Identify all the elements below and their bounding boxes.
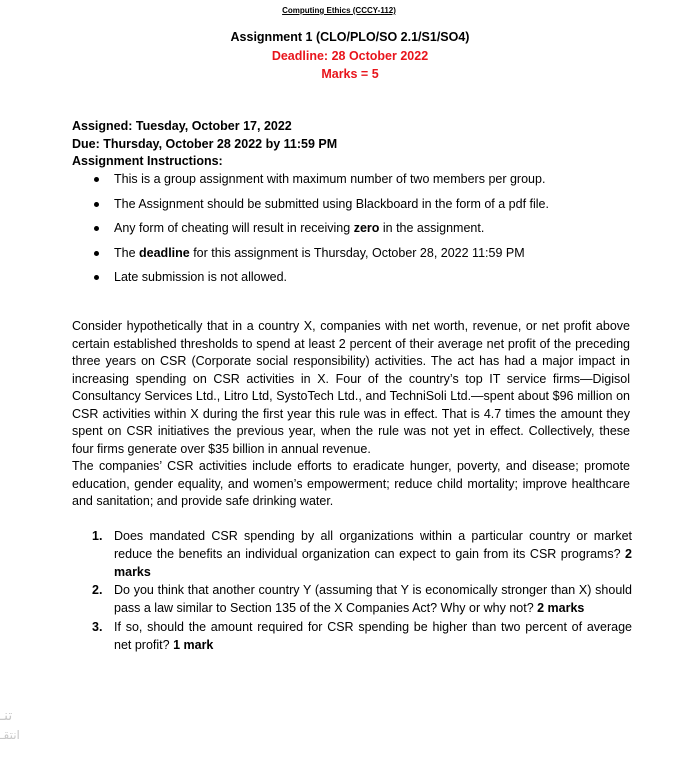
question-marks: 2 marks — [537, 601, 585, 616]
instruction-text: The Assignment should be submitted using Blackboard in the form of a pdf file. — [114, 196, 549, 211]
list-item — [92, 170, 549, 195]
question-text: Does mandated CSR spending by all organizations within a particular country or market reduce the benefits an individual organization can expect to gain from its CSR programs? — [114, 529, 632, 561]
list-item — [92, 244, 549, 269]
bullet-icon — [94, 275, 99, 280]
course-header: Computing Ethics (CCCY-112) — [282, 6, 396, 15]
instruction-text: The — [114, 245, 140, 260]
instruction-bold-text: deadline — [139, 245, 190, 260]
question-number: 1. — [92, 529, 103, 543]
question-marks: 1 mark — [173, 637, 214, 652]
list-item — [92, 268, 549, 293]
assigned-date: Assigned: Tuesday, October 17, 2022 — [72, 119, 292, 133]
question-number: 3. — [92, 619, 103, 634]
instruction-text: This is a group assignment with maximum number of two members per group. — [114, 172, 546, 186]
instructions-list — [92, 170, 549, 293]
bullet-icon — [94, 177, 99, 182]
bullet-icon — [94, 202, 99, 207]
question-text: If so, should the amount required for CSR spending be higher than two percent of average net profit? — [114, 619, 632, 652]
question-number: 2. — [92, 583, 103, 598]
instruction-text: for this assignment is Thursday, October 28, 2022 11:59 PM — [189, 245, 525, 260]
instruction-bold-text: zero — [353, 221, 380, 235]
instructions-heading: Assignment Instructions: — [72, 154, 223, 168]
bullet-icon — [94, 251, 99, 256]
scenario-paragraph-1: Consider hypothetically that in a country X, companies with net worth, revenue, or net profit above certain established thresholds to spend at least 2 percent of their average net profit of the preceding three years on CSR (Corporate social responsibility) activities. The act has had a major impact in increasing spending on CSR activities in X. Four of the country’s top IT service firms—Digisol Consultancy Services Ltd., Litro Ltd, SystoTech Ltd., and TechniSoli Ltd.—spent about $96 million on CSR activities within X during the first year this rule was in effect. That is 4.7 times the amount they spent on CSR initiatives the previous year, when the rule was not yet in effect. Collectively, these four firms generate over $35 billion in annual revenue. — [72, 319, 630, 456]
list-item — [92, 195, 549, 220]
marks-line: Marks = 5 — [321, 67, 379, 81]
questions-list — [92, 528, 632, 656]
bullet-icon — [94, 226, 99, 231]
due-date: Due: Thursday, October 28 2022 by 11:59 PM — [72, 137, 338, 151]
question-marks: 2 marks — [114, 546, 632, 579]
deadline-line: Deadline: 28 October 2022 — [271, 49, 429, 63]
question-item — [92, 582, 632, 618]
question-item — [92, 619, 632, 655]
instruction-text: Any form of cheating will result in receiving — [114, 221, 354, 235]
instruction-text: in the assignment. — [379, 221, 485, 235]
watermark-text: تنـ — [0, 708, 13, 724]
question-item — [92, 528, 632, 581]
question-text: Do you think that another country Y (assuming that Y is economically stronger than X) should pass a law similar to Section 135 of the X Companies Act? Why or why not? — [114, 583, 632, 616]
scenario-paragraph-2: The companies’ CSR activities include efforts to eradicate hunger, poverty, and disease; promote education, gender equality, and women’s empowerment; reduce child mortality; improve healthcare and sanitation; and provide safe drinking water. — [72, 459, 630, 508]
assignment-title: Assignment 1 (CLO/PLO/SO 2.1/S1/SO4) — [230, 30, 470, 44]
instruction-text: Late submission is not allowed. — [114, 270, 288, 284]
list-item — [92, 219, 549, 244]
watermark-text: انتقـ — [0, 728, 20, 742]
